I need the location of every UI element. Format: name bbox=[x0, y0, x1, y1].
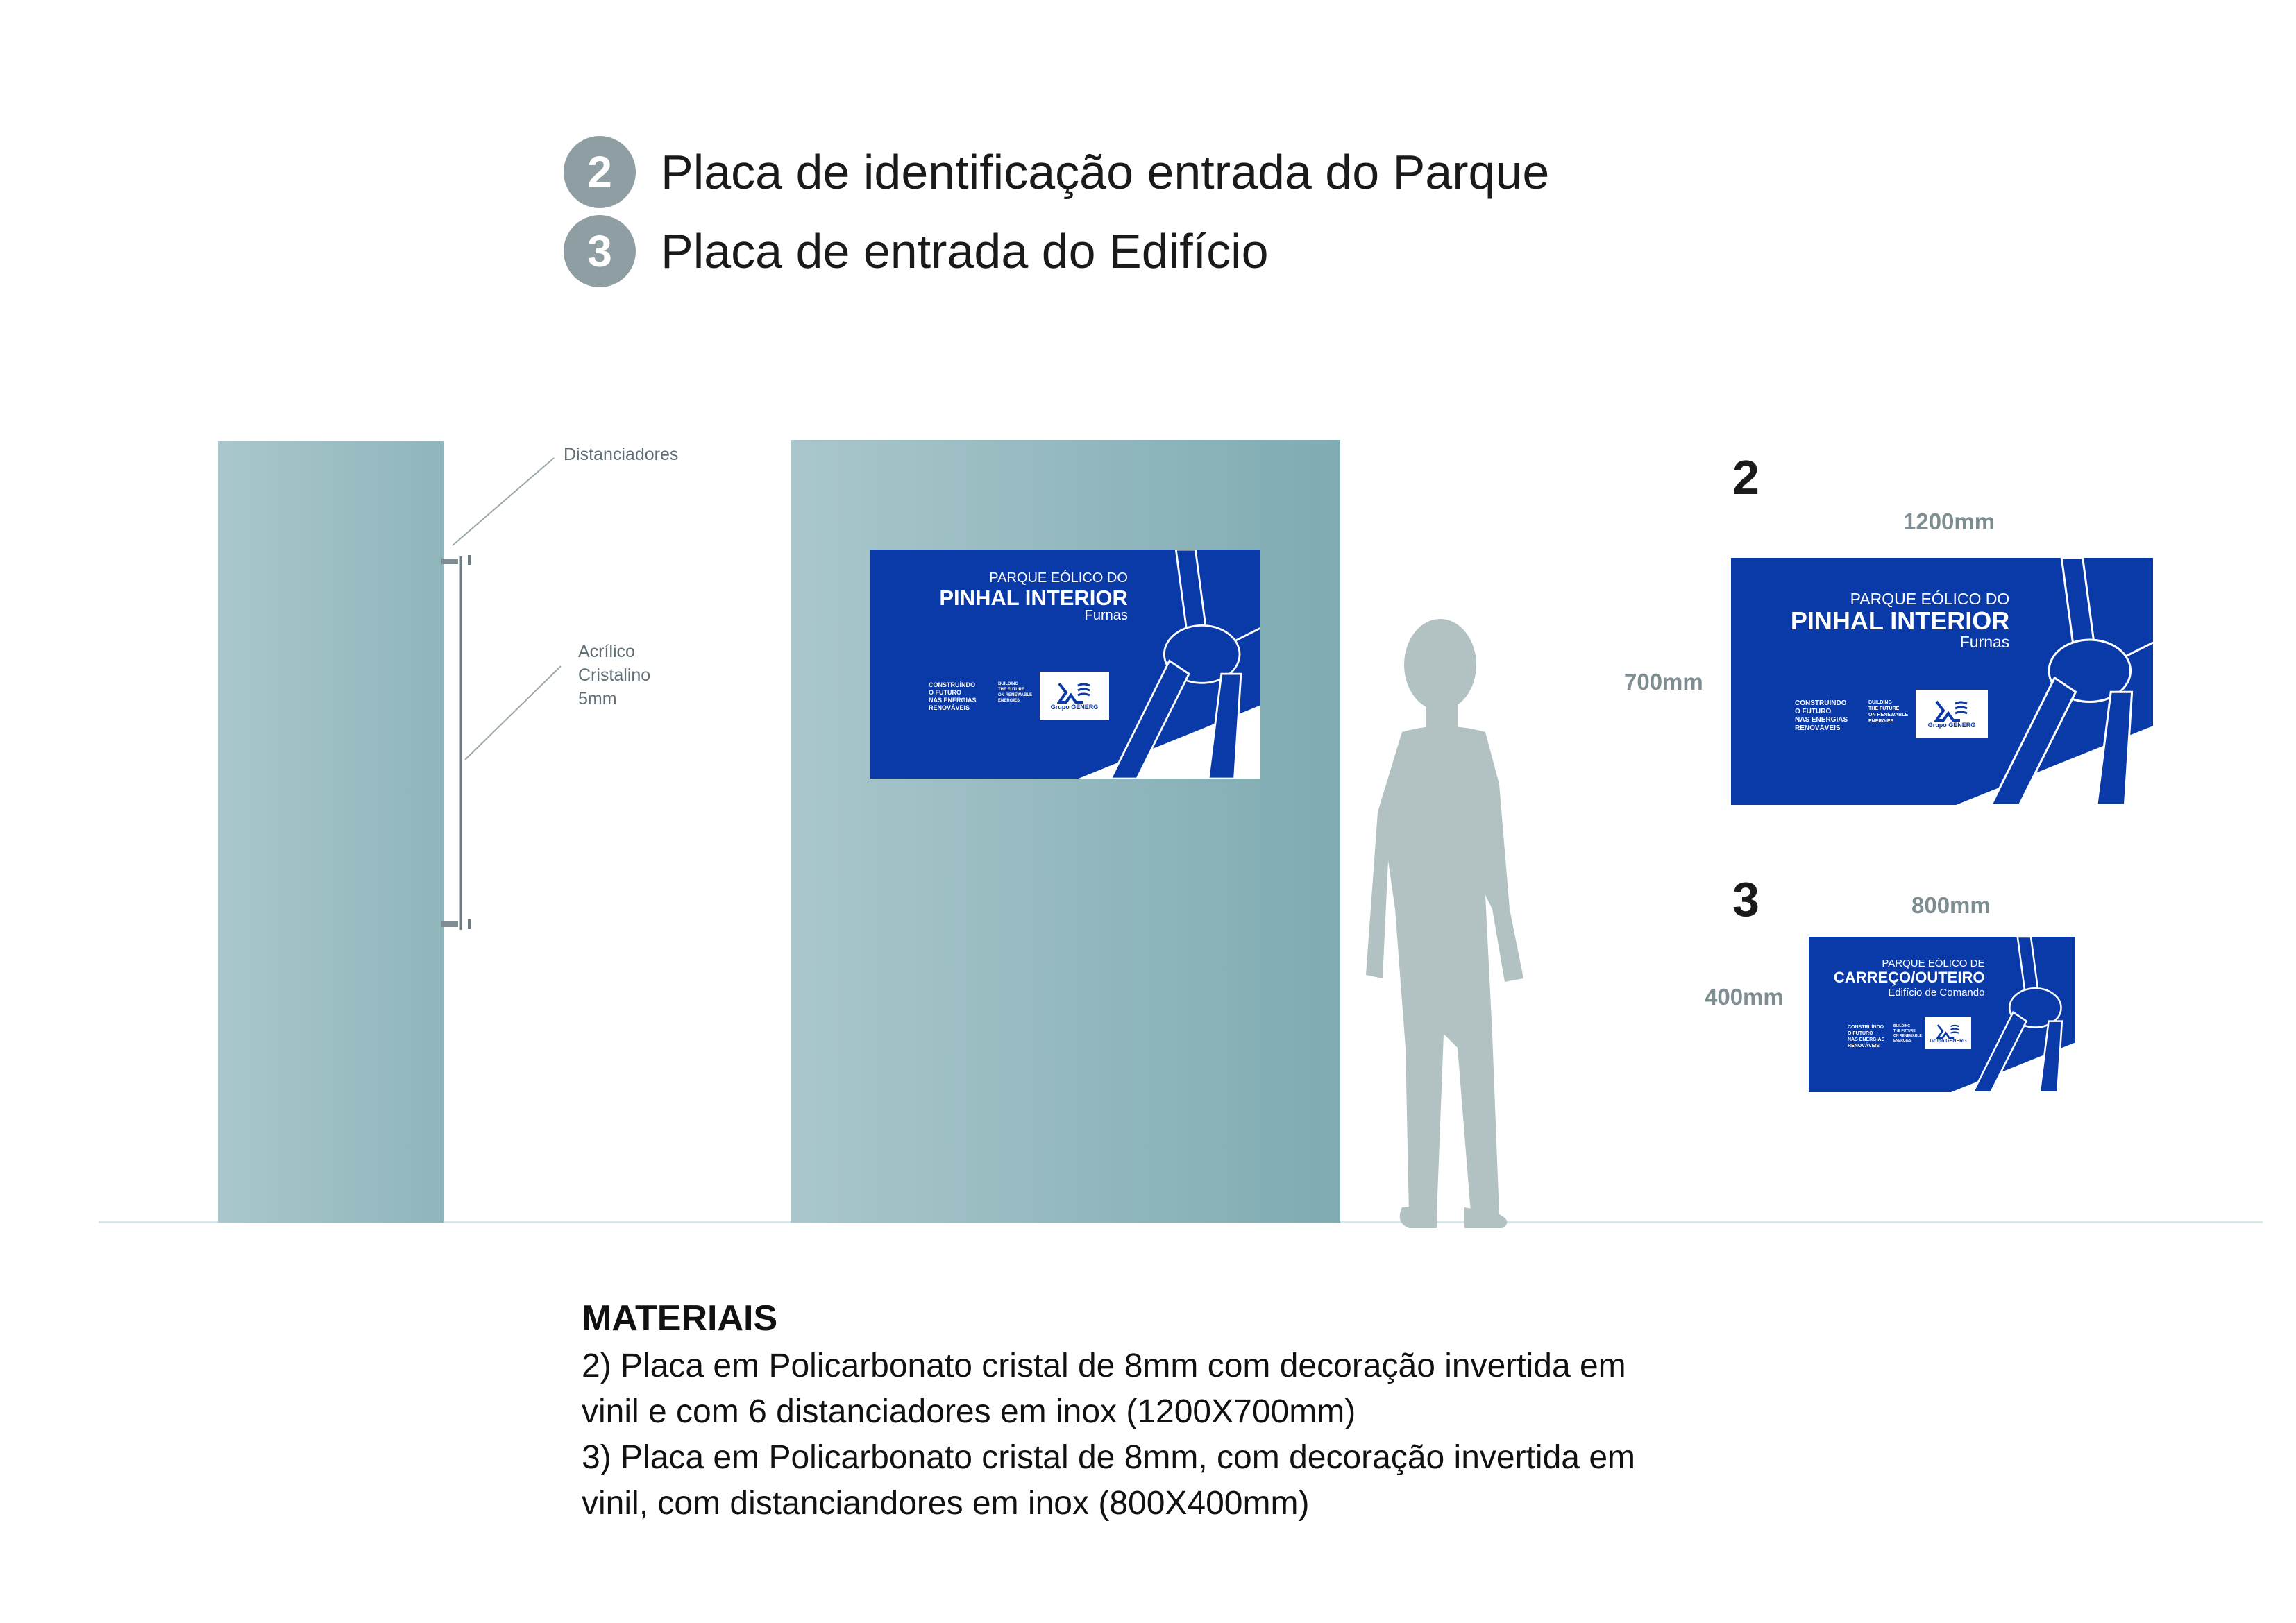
sign-line3: Furnas bbox=[1959, 633, 2010, 651]
tagline-pt: CONSTRUÍNDO O FUTURO NAS ENERGIAS RENOVÁVEIS bbox=[1848, 1025, 1885, 1048]
logo-caption: Grupo GENERG bbox=[1050, 704, 1099, 711]
tagline-en: BUILDING THE FUTURE ON RENEWABLE ENERGIES bbox=[998, 682, 1033, 703]
sign-2-width: 1200mm bbox=[1903, 509, 1995, 534]
generg-logo-icon bbox=[1936, 1023, 1961, 1039]
side-wall bbox=[218, 441, 444, 1223]
acrylic-label-3: 5mm bbox=[578, 689, 617, 708]
sign-line1: PARQUE EÓLICO DO bbox=[1850, 590, 2010, 608]
heading-text: Placa de identificação entrada do Parque bbox=[661, 145, 1550, 199]
sign-line2: PINHAL INTERIOR bbox=[939, 586, 1128, 610]
acrylic-label-1: Acrílico bbox=[578, 642, 635, 661]
sign-3-height: 400mm bbox=[1705, 984, 1784, 1010]
materials-line-1: 2) Placa em Policarbonato cristal de 8mm com decoração invertida em bbox=[582, 1348, 1626, 1384]
tagline-pt: CONSTRUÍNDO O FUTURO NAS ENERGIAS RENOVÁVEIS bbox=[1795, 699, 1848, 732]
logo-caption: Grupo GENERG bbox=[1927, 722, 1976, 729]
logo-box bbox=[1916, 690, 1988, 738]
generg-logo-icon bbox=[1057, 681, 1092, 704]
sign-2-number: 2 bbox=[1732, 450, 1759, 504]
heading-item-3 bbox=[564, 215, 1269, 287]
materials-section bbox=[582, 1298, 1762, 1527]
materials-title: MATERIAIS bbox=[582, 1298, 778, 1339]
sign-line2: PINHAL INTERIOR bbox=[1790, 606, 2010, 635]
spacers-label: Distanciadores bbox=[564, 445, 679, 464]
tagline-en: BUILDING THE FUTURE ON RENEWABLE ENERGIES bbox=[1868, 700, 1909, 724]
sign-line3: Furnas bbox=[1084, 608, 1128, 623]
logo-caption: Grupo GENERG bbox=[1930, 1038, 1967, 1044]
materials-line-4: vinil, com distanciandores em inox (800X400mm) bbox=[582, 1485, 1310, 1522]
sign-line2: CARREÇO/OUTEIRO bbox=[1833, 969, 1985, 986]
number-badge: 3 bbox=[564, 215, 636, 287]
generg-logo-icon bbox=[1934, 699, 1970, 722]
acrylic-label-2: Cristalino bbox=[578, 665, 651, 685]
logo-box bbox=[1040, 672, 1109, 720]
sign-3-panel bbox=[1809, 937, 2075, 1092]
sign-3-number: 3 bbox=[1732, 872, 1759, 926]
materials-line-3: 3) Placa em Policarbonato cristal de 8mm, com decoração invertida em bbox=[582, 1439, 1635, 1476]
heading-item-2 bbox=[564, 136, 1549, 208]
tagline-en: BUILDING THE FUTURE ON RENEWABLE ENERGIES bbox=[1893, 1024, 1922, 1043]
sign-line3: Edifício de Comando bbox=[1888, 987, 1985, 999]
tagline-pt: CONSTRUÍNDO O FUTURO NAS ENERGIAS RENOVÁVEIS bbox=[929, 681, 977, 711]
sign-2-panel bbox=[1731, 558, 2153, 805]
sign-on-wall bbox=[870, 550, 1260, 779]
heading-text: Placa de entrada do Edifício bbox=[661, 224, 1269, 278]
sign-line1: PARQUE EÓLICO DE bbox=[1882, 958, 1985, 969]
materials-line-2: vinil e com 6 distanciadores em inox (1200X700mm) bbox=[582, 1393, 1356, 1430]
sign-2-height: 700mm bbox=[1624, 669, 1703, 695]
logo-box bbox=[1925, 1017, 1971, 1049]
sign-3-width: 800mm bbox=[1911, 892, 1991, 918]
number-badge: 2 bbox=[564, 136, 636, 208]
sign-line1: PARQUE EÓLICO DO bbox=[989, 570, 1128, 586]
person-silhouette bbox=[1360, 618, 1569, 1228]
side-view-detail bbox=[437, 444, 715, 944]
